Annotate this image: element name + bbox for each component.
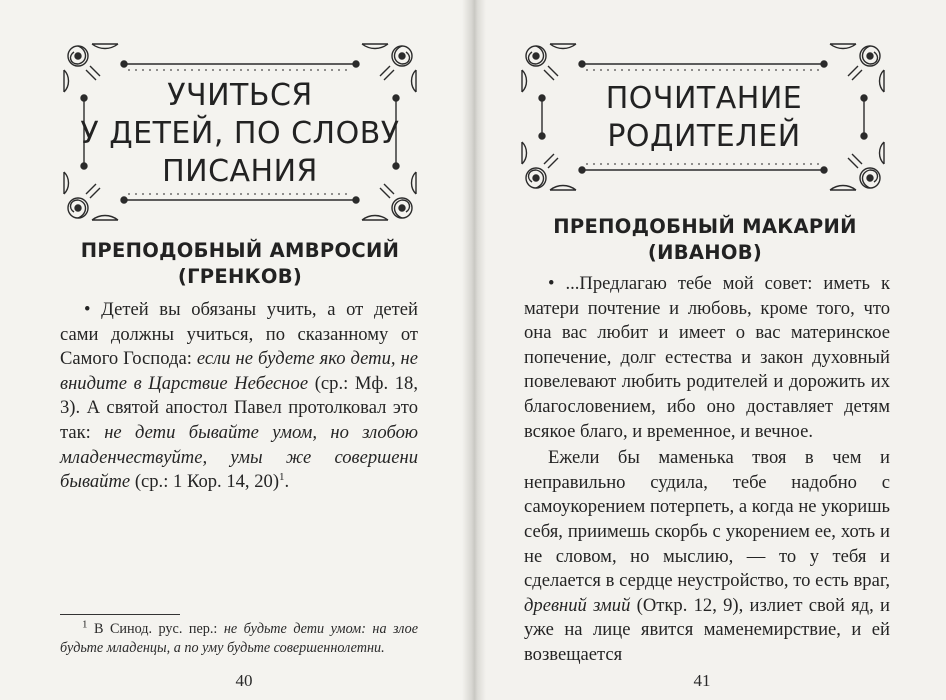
section-heading <box>524 214 886 266</box>
section-heading <box>60 238 420 290</box>
scripture-quote: если не будете яко дети, не внидите в Царствие Небесное <box>60 348 418 394</box>
footnote <box>60 620 418 658</box>
right-page <box>476 0 946 700</box>
text-run: Ежели бы маменька твоя в чем и неправильно судила, тебе надобно с самоукорением потерпеть, а когда не укоришь себя, приимешь скорбь с укорением ее, хоть и не словом, но мыслию, — то у тебя и сделается в сердце неустройство, то есть враг, <box>524 447 890 592</box>
body-text <box>524 272 890 668</box>
paragraph <box>524 272 890 444</box>
page-number: 41 <box>693 671 711 690</box>
paragraph <box>524 446 890 667</box>
section-heading-surname: (ИВАНОВ) <box>647 241 763 264</box>
scripture-quote: древний змий <box>524 594 631 616</box>
chapter-title <box>524 80 884 156</box>
footnote-rule <box>60 614 180 615</box>
text-run: (ср.: 1 Кор. 14, 20) <box>130 471 280 493</box>
text-run: Детей вы обязаны учить, а от детей сами должны учиться, по сказанному от Самого Господа: <box>60 299 418 370</box>
chapter-title <box>60 77 420 191</box>
body-text <box>60 298 418 495</box>
page-number: 40 <box>235 671 253 690</box>
chapter-title-line: УЧИТЬСЯ <box>167 78 313 113</box>
section-heading-name: ПРЕПОДОБНЫЙ МАКАРИЙ <box>553 215 857 238</box>
bullet: • <box>84 299 102 320</box>
left-page <box>0 0 470 700</box>
chapter-title-line: ПОЧИТАНИЕ <box>605 81 803 116</box>
text-run: ...Предлагаю тебе мой совет: иметь к матери почтение и любовь, кроме того, что она вас любит и имеет о вас материнское попечение, долг естества и закон духовный повелевают любить родителей и дорожить их благословением, ибо оно доставляет детям всякое благо, и временное, и вечное. <box>524 273 890 442</box>
chapter-title-line: РОДИТЕЛЕЙ <box>607 119 801 154</box>
text-run: (Откр. 12, 9), излиет свой яд, и уже на лице явится маменемирствие, и ей возвещается <box>524 594 891 665</box>
footnote-quote: не будьте дети умом: на злое будьте младенцы, а по уму будьте совершеннолетни. <box>60 621 418 656</box>
footnote-marker: 1 <box>279 470 285 483</box>
text-run: (ср.: Мф. 18, 3). А святой апостол Павел протолковал это так: <box>60 372 418 443</box>
text-run: В Синод. рус. пер.: <box>87 621 224 637</box>
footnote-text <box>60 620 418 658</box>
chapter-title-line: У ДЕТЕЙ, ПО СЛОВУ <box>80 116 400 151</box>
chapter-title-line: ПИСАНИЯ <box>162 154 318 189</box>
book-spine <box>462 0 486 700</box>
text-run: . <box>284 471 290 493</box>
footnote-number: 1 <box>82 618 88 631</box>
scripture-quote: не дети бывайте умом, но злобою младенчествуйте, умы же совершени бывайте <box>60 421 418 493</box>
bullet: • <box>548 273 566 294</box>
paragraph <box>60 298 418 495</box>
section-heading-surname: (ГРЕНКОВ) <box>177 265 303 288</box>
section-heading-name: ПРЕПОДОБНЫЙ АМВРОСИЙ <box>80 239 400 262</box>
